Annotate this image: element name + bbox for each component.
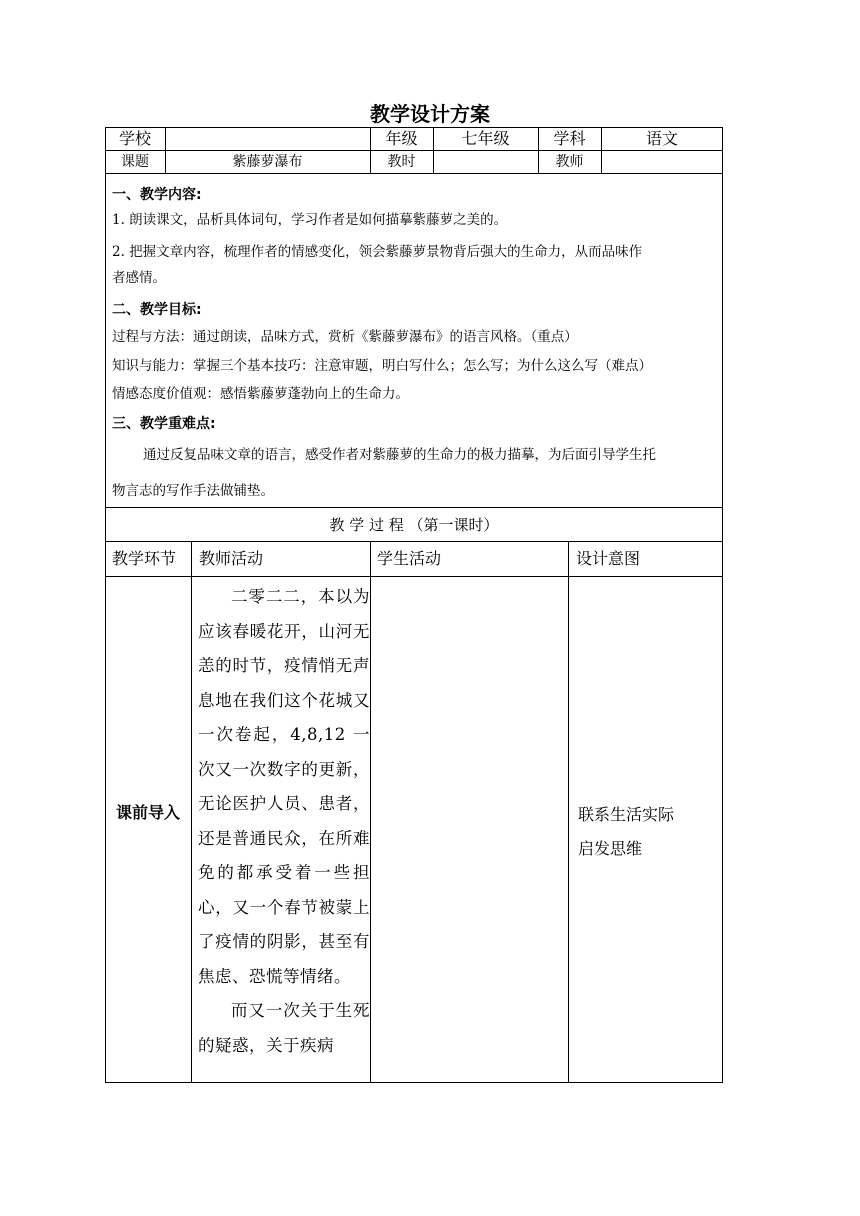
subject-label: 学科 (553, 129, 586, 148)
col-divider (191, 541, 192, 1083)
row-divider (105, 173, 723, 174)
teacher-activity-paragraph: 二零二二，本以为应该春暖花开，山河无恙的时节，疫情悄无声息地在我们这个花城又一次卷起，4,8,12 一次又一次数字的更新，无论医护人员、患者，还是普通民众，在所难免的都承受着一些担心，又一个春节被蒙上了疫情的阴影，甚至有焦虑、恐慌等情绪。 (198, 587, 370, 986)
goal-emotion-values: 情感态度价值观：感悟紫藤萝蓬勃向上的生命力。 (112, 386, 409, 402)
content-item-1: 1. 朗读课文，品析具体词句，学习作者是如何描摹紫藤萝之美的。 (112, 212, 508, 228)
col-header-stage: 教学环节 (112, 549, 177, 568)
grade-value: 七年级 (461, 129, 510, 148)
content-item-2-line1: 2. 把握文章内容，梳理作者的情感变化，领会紫藤萝景物背后强大的生命力，从而品味作 (112, 244, 643, 260)
page-title: 教学设计方案 (370, 102, 490, 126)
goal-knowledge-ability: 知识与能力：掌握三个基本技巧：注意审题，明白写什么；怎么写；为什么这么写（难点） (112, 358, 652, 374)
col-header-teacher-activity: 教师活动 (199, 549, 264, 568)
col-divider (370, 541, 371, 1083)
section-key-points-title: 三、教学重难点: (112, 416, 216, 432)
grade-label: 年级 (385, 129, 418, 148)
row-divider (105, 576, 723, 577)
col-header-design-intent: 设计意图 (576, 549, 641, 568)
teacher-label: 教师 (555, 154, 584, 170)
design-intent-text (578, 798, 674, 866)
row-divider (105, 507, 723, 508)
goal-process-method: 过程与方法：通过朗读，品味方式，赏析《紫藤萝瀑布》的语言风格。（重点） (112, 329, 578, 345)
teacher-activity-paragraph: 而又一次关于生死的疑惑，关于疾病 (198, 1001, 370, 1055)
subject-value: 语文 (645, 129, 678, 148)
design-intent-line: 启发思维 (578, 839, 643, 858)
topic-label: 课题 (121, 154, 149, 170)
section-goals-title: 二、教学目标: (112, 302, 202, 318)
section-content-title: 一、教学内容: (112, 187, 202, 203)
school-label: 学校 (118, 129, 151, 148)
content-item-2-line2: 者感情。 (112, 270, 166, 286)
key-points-line2: 物言志的写作手法做铺垫。 (112, 483, 274, 499)
key-points-line1: 通过反复品味文章的语言，感受作者对紫藤萝的生命力的极力描摹，为后面引导学生托 (143, 447, 656, 463)
hours-label: 教时 (387, 154, 416, 170)
row-divider (105, 150, 723, 151)
col-divider (568, 541, 569, 1083)
stage-name: 课前导入 (115, 803, 180, 822)
topic-value: 紫藤萝瀑布 (232, 154, 303, 170)
col-header-student-activity: 学生活动 (377, 549, 442, 568)
process-title: 教 学 过 程 （第一课时） (329, 516, 499, 534)
teacher-activity-text (198, 580, 370, 1063)
design-intent-line: 联系生活实际 (578, 805, 675, 824)
row-divider (105, 541, 723, 542)
